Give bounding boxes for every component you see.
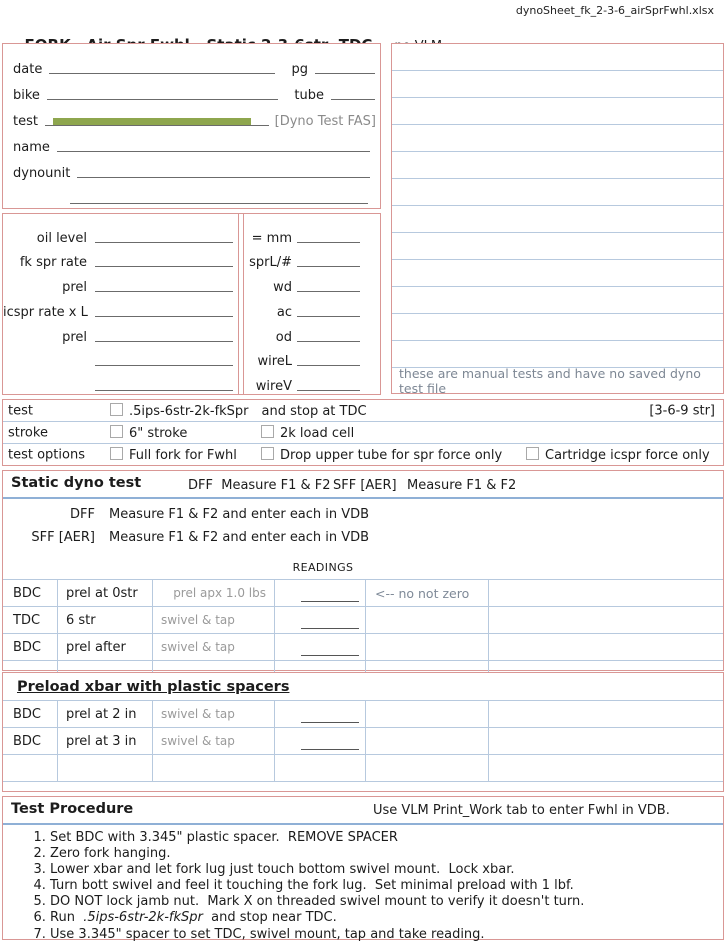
cartridge-option-item	[526, 447, 710, 463]
table-row	[3, 728, 723, 755]
ac-label: ac	[276, 304, 292, 320]
mm-label: = mm	[251, 230, 292, 246]
loadcell-option-item	[261, 425, 354, 441]
reading-blank[interactable]	[275, 634, 366, 660]
stroke-option-row	[3, 422, 723, 444]
fk-spr-rate-label: fk spr rate	[19, 255, 87, 271]
step-cell: prel at 3 in	[58, 728, 153, 754]
empty-cell[interactable]	[489, 634, 723, 660]
procedure-steps	[3, 830, 723, 943]
stroke-row-label: stroke	[8, 425, 48, 440]
reading-blank[interactable]	[275, 580, 366, 606]
dynounit-field-line[interactable]	[77, 167, 370, 178]
icspr-rate-label: icspr rate x L	[3, 304, 88, 320]
test-option-row	[3, 400, 723, 422]
spring-spec-box	[2, 213, 381, 395]
dff-measure-header: DFF Measure F1 & F2	[188, 478, 331, 493]
date-field-line[interactable]	[49, 63, 275, 74]
wirel-label: wireL	[257, 354, 292, 370]
extra-row	[3, 181, 380, 207]
cell-note: prel apx 1.0 lbs	[153, 580, 275, 606]
stop-at-tdc-text: and stop at TDC	[261, 403, 367, 419]
full-fork-option-item	[110, 447, 237, 463]
tube-field-line[interactable]	[331, 89, 375, 100]
preload-section	[2, 672, 724, 792]
step-cell: prel at 0str	[58, 580, 153, 606]
test-row-label: test	[8, 403, 33, 418]
oil-level-label: oil level	[36, 230, 87, 246]
step-cell: prel at 2 in	[58, 701, 153, 727]
cell-note: swivel & tap	[153, 728, 275, 754]
drop-upper-tube-option-item	[261, 447, 502, 463]
empty-callout-cell	[366, 607, 489, 633]
empty-cell[interactable]	[489, 580, 723, 606]
static-dyno-header	[3, 471, 723, 499]
wd-field-line[interactable]	[297, 281, 360, 292]
dynounit-label: dynounit	[13, 166, 71, 181]
str-369-note: [3-6-9 str]	[649, 403, 715, 418]
empty-cell	[275, 755, 366, 781]
manual-row[interactable]	[392, 71, 723, 98]
manual-row[interactable]	[392, 206, 723, 233]
test-options-box	[2, 399, 724, 466]
date-row	[3, 51, 380, 77]
dyno-test-fas-note: [Dyno Test FAS]	[274, 114, 376, 129]
checkbox-2k-load-cell[interactable]	[261, 425, 274, 438]
wd-label: wd	[273, 280, 292, 296]
manual-row[interactable]	[392, 233, 723, 260]
checkbox-full-fork-label: Full fork for Fwhl	[129, 447, 237, 463]
reading-entry-line[interactable]	[301, 714, 359, 723]
procedure-step-6	[50, 910, 723, 926]
reading-blank[interactable]	[275, 728, 366, 754]
vlm-print-work-note: Use VLM Print_Work tab to enter Fwhl in VDB.	[373, 803, 670, 818]
test-label: test	[13, 114, 38, 129]
procedure-step-7: 7. Use 3.345" spacer to set TDC, swivel mount, tap and take reading.	[50, 927, 723, 943]
tube-label: tube	[294, 88, 324, 103]
test-field-line[interactable]	[45, 115, 269, 126]
icspr-rate-field-line[interactable]	[95, 306, 233, 317]
test-options-row	[3, 444, 723, 465]
spec-right-column	[244, 214, 380, 394]
static-dyno-title: Static dyno test	[11, 475, 142, 491]
step6-test-name: .5ips-6str-2k-fkSpr	[83, 910, 203, 926]
manual-row[interactable]	[392, 152, 723, 179]
position-cell: BDC	[3, 634, 58, 660]
name-row	[3, 129, 380, 155]
step-cell: prel after	[58, 634, 153, 660]
stroke-option-item	[110, 425, 187, 441]
reading-entry-line[interactable]	[301, 647, 359, 656]
procedure-step-5: 5. DO NOT lock jamb nut. Mark X on threaded swivel mount to verify it doesn't turn.	[50, 894, 723, 910]
sff-measure-header: Measure F1 & F2	[407, 478, 517, 493]
checkbox-5ips-6str-2k-fkspr[interactable]	[110, 403, 123, 416]
reading-blank[interactable]	[275, 701, 366, 727]
procedure-step-2: 2. Zero fork hanging.	[50, 846, 723, 862]
bike-field-line[interactable]	[47, 89, 278, 100]
checkbox-5ips-label: .5ips-6str-2k-fkSpr	[129, 403, 249, 419]
empty-cell[interactable]	[489, 607, 723, 633]
step6-prefix: Run	[50, 910, 84, 926]
procedure-header	[3, 797, 723, 825]
step-cell: 6 str	[58, 607, 153, 633]
preload-heading: Preload xbar with plastic spacers	[17, 679, 290, 695]
procedure-step-4: 4. Turn bott swivel and feel it touching the fork lug. Set minimal preload with 1 lbf.	[50, 878, 723, 894]
test-option-item	[110, 403, 367, 419]
manual-row[interactable]	[392, 341, 723, 368]
table-row	[3, 607, 723, 634]
prel-label: prel	[62, 280, 87, 296]
manual-row[interactable]	[392, 314, 723, 341]
empty-cell[interactable]	[366, 701, 489, 727]
test-name-highlight-bar	[53, 118, 251, 125]
position-cell: BDC	[3, 701, 58, 727]
checkbox-drop-upper-tube-label: Drop upper tube for spr force only	[280, 447, 503, 463]
sff-instruction-line	[3, 530, 369, 545]
empty-cell	[3, 755, 58, 781]
position-cell: BDC	[3, 580, 58, 606]
blank-field-line-1[interactable]	[95, 355, 233, 366]
manual-row[interactable]	[392, 260, 723, 287]
dff-label: DFF	[70, 507, 95, 522]
procedure-step-1: 1. Set BDC with 3.345" plastic spacer. REMOVE SPACER	[50, 830, 723, 846]
table-row	[3, 701, 723, 728]
empty-callout-cell	[366, 634, 489, 660]
sff-label: SFF [AER]	[31, 530, 95, 545]
prel2-label: prel	[62, 329, 87, 345]
sprl-field-line[interactable]	[297, 256, 360, 267]
readings-table	[3, 579, 723, 674]
empty-cell	[366, 755, 489, 781]
dff-instruction-line	[3, 507, 369, 522]
manual-row[interactable]	[392, 287, 723, 314]
name-label: name	[13, 140, 50, 155]
bike-row	[3, 77, 380, 103]
sprl-label: sprL/#	[249, 255, 292, 271]
prel-field-line[interactable]	[95, 281, 233, 292]
date-label: date	[13, 62, 43, 77]
checkbox-drop-upper-tube[interactable]	[261, 447, 274, 460]
wirel-field-line[interactable]	[297, 355, 360, 366]
table-row	[3, 580, 723, 607]
extra-field-line[interactable]	[70, 193, 368, 204]
checkbox-cartridge-icspr[interactable]	[526, 447, 539, 460]
checkbox-6in-stroke[interactable]	[110, 425, 123, 438]
empty-cell[interactable]	[366, 728, 489, 754]
position-cell: BDC	[3, 728, 58, 754]
manual-tests-panel	[391, 43, 724, 394]
pg-field-line[interactable]	[315, 63, 375, 74]
step6-suffix: and stop near TDC.	[202, 910, 337, 926]
reading-entry-line[interactable]	[301, 620, 359, 629]
manual-tests-note: these are manual tests and have no saved dyno test file	[399, 365, 701, 396]
mm-field-line[interactable]	[297, 232, 360, 243]
checkbox-6in-stroke-label: 6" stroke	[129, 425, 188, 441]
name-field-line[interactable]	[57, 141, 370, 152]
sff-instruction-text: Measure F1 & F2 and enter each in VDB	[109, 530, 370, 545]
preload-table	[3, 700, 723, 782]
procedure-step-3: 3. Lower xbar and let fork lug just touch bottom swivel mount. Lock xbar.	[50, 862, 723, 878]
cell-note: swivel & tap	[153, 634, 275, 660]
manual-row[interactable]	[392, 44, 723, 71]
manual-row[interactable]	[392, 125, 723, 152]
empty-cell	[153, 755, 275, 781]
table-empty-row	[3, 755, 723, 782]
blank-field-line-2[interactable]	[95, 380, 233, 391]
reading-entry-line[interactable]	[301, 741, 359, 750]
empty-cell[interactable]	[489, 701, 723, 727]
manual-row[interactable]	[392, 179, 723, 206]
spec-left-column	[3, 214, 238, 394]
workbook-filename: dynoSheet_fk_2-3-6_airSprFwhl.xlsx	[515, 4, 714, 17]
cell-note: swivel & tap	[153, 701, 275, 727]
dff-instruction-text: Measure F1 & F2 and enter each in VDB	[109, 507, 370, 522]
manual-row[interactable]	[392, 98, 723, 125]
ac-field-line[interactable]	[297, 306, 360, 317]
readings-title: READINGS	[292, 561, 354, 574]
static-dyno-section	[2, 470, 724, 671]
procedure-section	[2, 796, 724, 940]
empty-cell	[489, 755, 723, 781]
no-not-zero-callout: <-- no not zero	[366, 580, 489, 606]
cell-note: swivel & tap	[153, 607, 275, 633]
checkbox-full-fork[interactable]	[110, 447, 123, 460]
prel2-field-line[interactable]	[95, 331, 233, 342]
od-field-line[interactable]	[297, 331, 360, 342]
empty-cell[interactable]	[489, 728, 723, 754]
test-info-box	[2, 43, 381, 209]
oil-level-field-line[interactable]	[95, 232, 233, 243]
reading-entry-line[interactable]	[301, 593, 359, 602]
test-row	[3, 103, 380, 129]
reading-blank[interactable]	[275, 607, 366, 633]
checkbox-2k-load-cell-label: 2k load cell	[280, 425, 355, 441]
table-row	[3, 634, 723, 661]
od-label: od	[275, 329, 292, 345]
procedure-title: Test Procedure	[11, 801, 134, 817]
test-options-row-label: test options	[8, 447, 85, 462]
pg-label: pg	[291, 62, 308, 77]
dynounit-row	[3, 155, 380, 181]
empty-cell	[58, 755, 153, 781]
wirev-field-line[interactable]	[297, 380, 360, 391]
bike-label: bike	[13, 88, 40, 103]
fk-spr-rate-field-line[interactable]	[95, 256, 233, 267]
wirev-label: wireV	[255, 379, 292, 395]
sff-aer-header: SFF [AER]	[333, 478, 397, 493]
checkbox-cartridge-icspr-label: Cartridge icspr force only	[545, 447, 710, 463]
position-cell: TDC	[3, 607, 58, 633]
